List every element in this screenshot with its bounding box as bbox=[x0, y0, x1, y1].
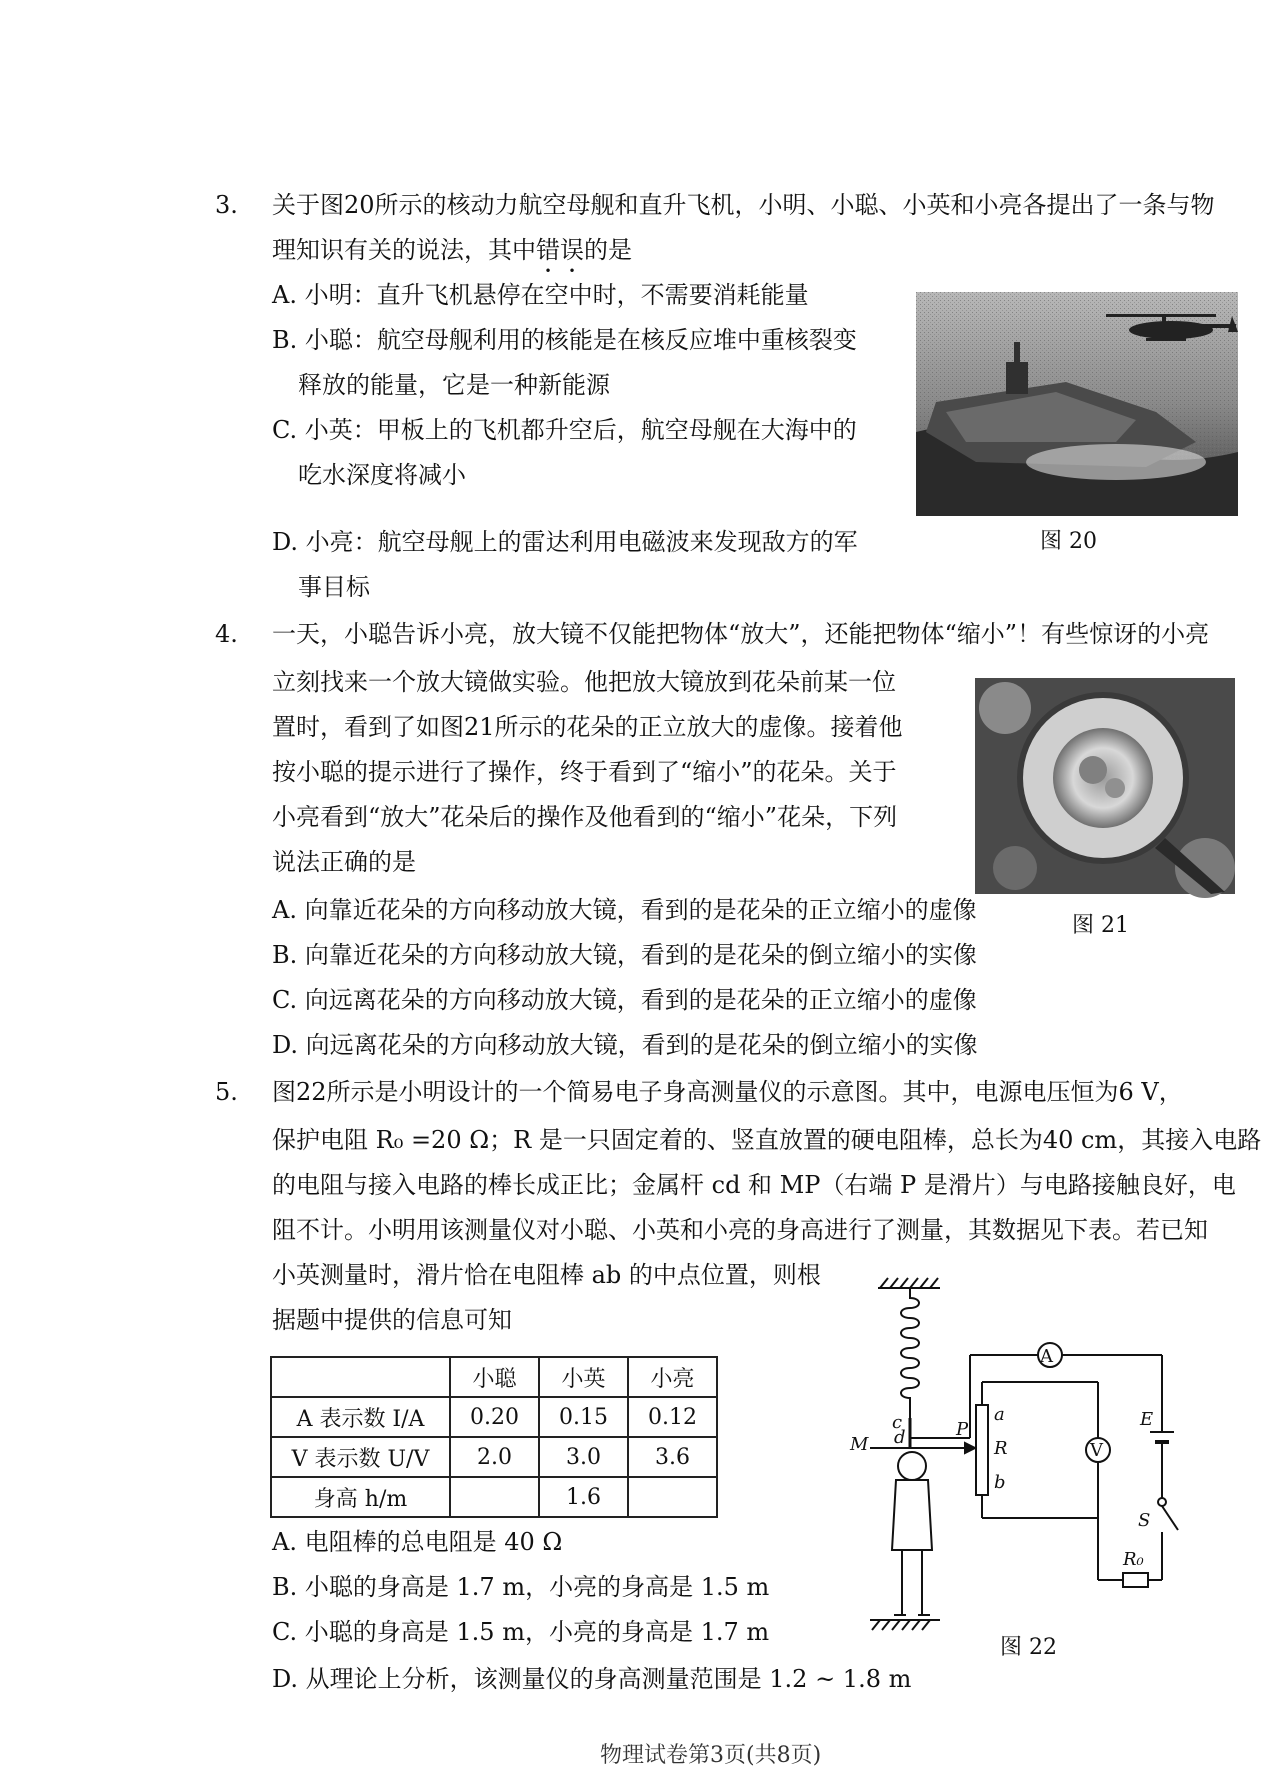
table-cell: 3.0 bbox=[539, 1437, 628, 1477]
option-a: A. 电阻棒的总电阻是 40 Ω bbox=[272, 1528, 563, 1556]
option-a: A. 小明：直升飞机悬停在空中时，不需要消耗能量 bbox=[272, 281, 809, 309]
table-cell: 3.6 bbox=[628, 1437, 717, 1477]
figure-20-caption: 图 20 bbox=[1040, 529, 1097, 554]
question-number: 3. bbox=[215, 191, 238, 219]
resistor-bar bbox=[976, 1405, 988, 1495]
option-c: C. 小英：甲板上的飞机都升空后，航空母舰在大海中的 bbox=[272, 416, 857, 444]
ground-hatch bbox=[872, 1620, 930, 1630]
switch-pivot bbox=[1158, 1498, 1166, 1506]
question-stem: 图22所示是小明设计的一个简易电子身高测量仪的示意图。其中，电源电压恒为6 V， bbox=[272, 1078, 1183, 1106]
point-c-label: c bbox=[892, 1412, 903, 1433]
option-b: B. 向靠近花朵的方向移动放大镜，看到的是花朵的倒立缩小的实像 bbox=[272, 941, 977, 969]
figure-22-caption: 图 22 bbox=[1000, 1635, 1057, 1660]
option-b: B. 小聪的身高是 1.7 m，小亮的身高是 1.5 m bbox=[272, 1573, 770, 1601]
voltmeter-label: V bbox=[1090, 1440, 1103, 1461]
table-row bbox=[271, 1397, 717, 1437]
question-stem: 据题中提供的信息可知 bbox=[272, 1306, 512, 1334]
point-d-label: d bbox=[894, 1427, 906, 1448]
option-c-continued: 吃水深度将减小 bbox=[298, 461, 466, 489]
option-b: B. 小聪：航空母舰利用的核能是在核反应堆中重核裂变 bbox=[272, 326, 857, 354]
table-cell: A 表示数 I/A bbox=[271, 1397, 450, 1437]
switch-blade bbox=[1162, 1506, 1178, 1530]
slider-p-label: P bbox=[956, 1419, 969, 1440]
height-meter-circuit-diagram bbox=[840, 1270, 1220, 1640]
question-number: 4. bbox=[215, 620, 238, 648]
stem-text: 理知识有关的说法，其中 bbox=[272, 236, 536, 264]
table-row bbox=[271, 1437, 717, 1477]
person-figure bbox=[892, 1452, 932, 1615]
table-cell bbox=[628, 1477, 717, 1517]
question-stem: 小英测量时，滑片恰在电阻棒 ab 的中点位置，则根 bbox=[272, 1261, 821, 1289]
measurement-table bbox=[270, 1356, 718, 1518]
point-m-label: M bbox=[850, 1434, 869, 1455]
ammeter-label: A bbox=[1040, 1346, 1053, 1367]
question-stem bbox=[272, 228, 632, 278]
table-row bbox=[271, 1477, 717, 1517]
ceiling-hatch bbox=[880, 1278, 938, 1288]
page-footer: 物理试卷第3页(共8页) bbox=[600, 1743, 822, 1768]
resistor-r-label: R bbox=[994, 1438, 1008, 1459]
question-stem: 关于图20所示的核动力航空母舰和直升飞机，小明、小聪、小英和小亮各提出了一条与物 bbox=[272, 191, 1215, 219]
magnifier-flower-photo bbox=[975, 678, 1235, 894]
table-cell bbox=[450, 1477, 539, 1517]
point-a-label: a bbox=[994, 1404, 1005, 1425]
table-header-row bbox=[271, 1357, 717, 1397]
r0-label: R₀ bbox=[1123, 1549, 1144, 1570]
option-c: C. 小聪的身高是 1.5 m，小亮的身高是 1.7 m bbox=[272, 1618, 770, 1646]
aircraft-carrier-photo bbox=[916, 292, 1238, 516]
switch-label: S bbox=[1138, 1510, 1151, 1531]
option-a: A. 向靠近花朵的方向移动放大镜，看到的是花朵的正立缩小的虚像 bbox=[272, 896, 977, 924]
table-cell: V 表示数 U/V bbox=[271, 1437, 450, 1477]
question-stem: 的电阻与接入电路的棒长成正比；金属杆 cd 和 MP（右端 P 是滑片）与电路接触良好，电 bbox=[272, 1171, 1236, 1199]
option-d-continued: 事目标 bbox=[298, 573, 370, 601]
option-d: D. 小亮：航空母舰上的雷达利用电磁波来发现敌方的军 bbox=[272, 528, 858, 556]
source-label: E bbox=[1140, 1409, 1154, 1430]
table-cell: 2.0 bbox=[450, 1437, 539, 1477]
stem-text: 的是 bbox=[584, 236, 632, 264]
question-stem: 立刻找来一个放大镜做实验。他把放大镜放到花朵前某一位 bbox=[272, 668, 896, 696]
option-b-continued: 释放的能量，它是一种新能源 bbox=[298, 371, 610, 399]
question-stem: 一天，小聪告诉小亮，放大镜不仅能把物体“放大”，还能把物体“缩小”！有些惊讶的小亮 bbox=[272, 620, 1210, 648]
option-c: C. 向远离花朵的方向移动放大镜，看到的是花朵的正立缩小的虚像 bbox=[272, 986, 977, 1014]
question-stem: 按小聪的提示进行了操作，终于看到了“缩小”的花朵。关于 bbox=[272, 758, 897, 786]
magnifier-image bbox=[975, 678, 1235, 894]
table-header-cell: 小聪 bbox=[450, 1357, 539, 1397]
question-stem: 小亮看到“放大”花朵后的操作及他看到的“缩小”花朵，下列 bbox=[272, 803, 898, 831]
question-number: 5. bbox=[215, 1078, 238, 1106]
emphasis-text: 错误 bbox=[536, 236, 584, 264]
point-b-label: b bbox=[994, 1472, 1006, 1493]
option-d: D. 从理论上分析，该测量仪的身高测量范围是 1.2 ~ 1.8 m bbox=[272, 1665, 912, 1693]
table-cell bbox=[271, 1357, 450, 1397]
spring bbox=[901, 1288, 919, 1418]
table-cell: 0.15 bbox=[539, 1397, 628, 1437]
resistor-r0 bbox=[1123, 1573, 1148, 1587]
slider-arrow bbox=[965, 1443, 975, 1453]
figure-21-caption: 图 21 bbox=[1072, 913, 1129, 938]
question-stem: 保护电阻 R₀ =20 Ω；R 是一只固定着的、竖直放置的硬电阻棒，总长为40 cm，其接入电路 bbox=[272, 1126, 1261, 1154]
table-cell: 0.12 bbox=[628, 1397, 717, 1437]
table-cell: 0.20 bbox=[450, 1397, 539, 1437]
question-stem: 说法正确的是 bbox=[272, 848, 416, 876]
table-header-cell: 小亮 bbox=[628, 1357, 717, 1397]
table-cell: 身高 h/m bbox=[271, 1477, 450, 1517]
table-cell: 1.6 bbox=[539, 1477, 628, 1517]
carrier-helicopter-image bbox=[916, 292, 1238, 516]
table-header-cell: 小英 bbox=[539, 1357, 628, 1397]
question-stem: 置时，看到了如图21所示的花朵的正立放大的虚像。接着他 bbox=[272, 713, 903, 741]
option-d: D. 向远离花朵的方向移动放大镜，看到的是花朵的倒立缩小的实像 bbox=[272, 1031, 978, 1059]
question-stem: 阻不计。小明用该测量仪对小聪、小英和小亮的身高进行了测量，其数据见下表。若已知 bbox=[272, 1216, 1208, 1244]
